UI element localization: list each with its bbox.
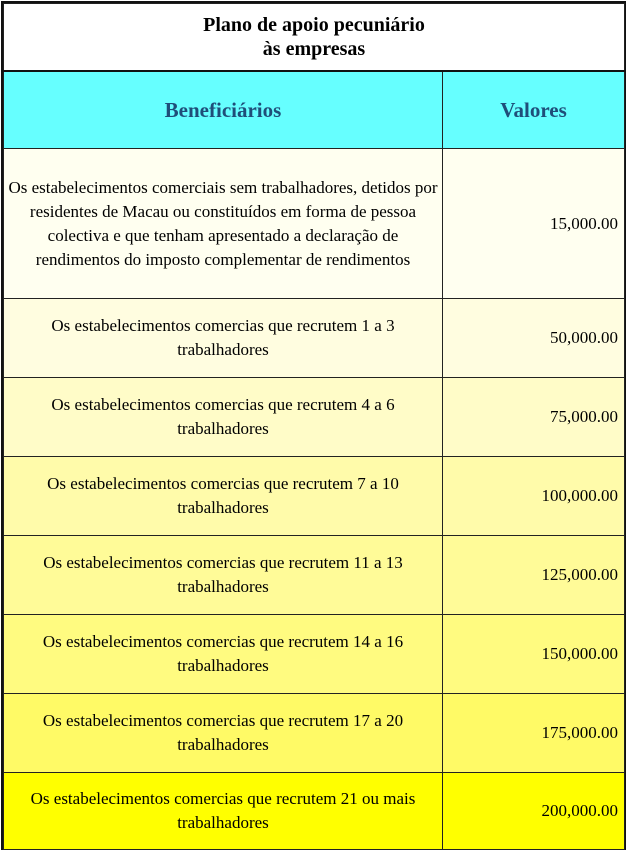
- table-row: [4, 378, 625, 457]
- table-row: [4, 694, 625, 773]
- table-row: [4, 536, 625, 615]
- support-value: 175,000.00: [443, 694, 625, 773]
- title-row: [4, 4, 625, 72]
- support-value: 50,000.00: [443, 299, 625, 378]
- support-value: 75,000.00: [443, 378, 625, 457]
- support-value: 100,000.00: [443, 457, 625, 536]
- support-plan-sheet: [1, 1, 626, 850]
- table-row: [4, 457, 625, 536]
- support-value: 150,000.00: [443, 615, 625, 694]
- values-header: Valores: [443, 71, 625, 149]
- beneficiary-description: Os estabelecimentos comercias que recrutem 17 a 20 trabalhadores: [4, 694, 443, 773]
- title-line-2: às empresas: [262, 38, 366, 60]
- beneficiary-description: Os estabelecimentos comercias que recrutem 4 a 6 trabalhadores: [4, 378, 443, 457]
- table-row: [4, 299, 625, 378]
- beneficiary-description: Os estabelecimentos comercias que recrutem 21 ou mais trabalhadores: [4, 773, 443, 850]
- beneficiaries-header: Beneficiários: [4, 71, 443, 149]
- beneficiary-description: Os estabelecimentos comerciais sem trabalhadores, detidos por residentes de Macau ou constituídos em forma de pessoa colectiva e que tenham apresentado a declaração de rendimentos do imposto complementar de rendimentos: [4, 149, 443, 299]
- support-value: 200,000.00: [443, 773, 625, 850]
- header-row: [4, 71, 625, 149]
- support-plan-table: [3, 3, 625, 850]
- table-row: [4, 615, 625, 694]
- table-title: [4, 4, 625, 72]
- title-line-1: Plano de apoio pecuniário: [203, 14, 425, 36]
- table-row: [4, 773, 625, 850]
- support-value: 125,000.00: [443, 536, 625, 615]
- beneficiary-description: Os estabelecimentos comercias que recrutem 7 a 10 trabalhadores: [4, 457, 443, 536]
- beneficiary-description: Os estabelecimentos comercias que recrutem 11 a 13 trabalhadores: [4, 536, 443, 615]
- support-value: 15,000.00: [443, 149, 625, 299]
- beneficiary-description: Os estabelecimentos comercias que recrutem 14 a 16 trabalhadores: [4, 615, 443, 694]
- beneficiary-description: Os estabelecimentos comercias que recrutem 1 a 3 trabalhadores: [4, 299, 443, 378]
- table-row: [4, 149, 625, 299]
